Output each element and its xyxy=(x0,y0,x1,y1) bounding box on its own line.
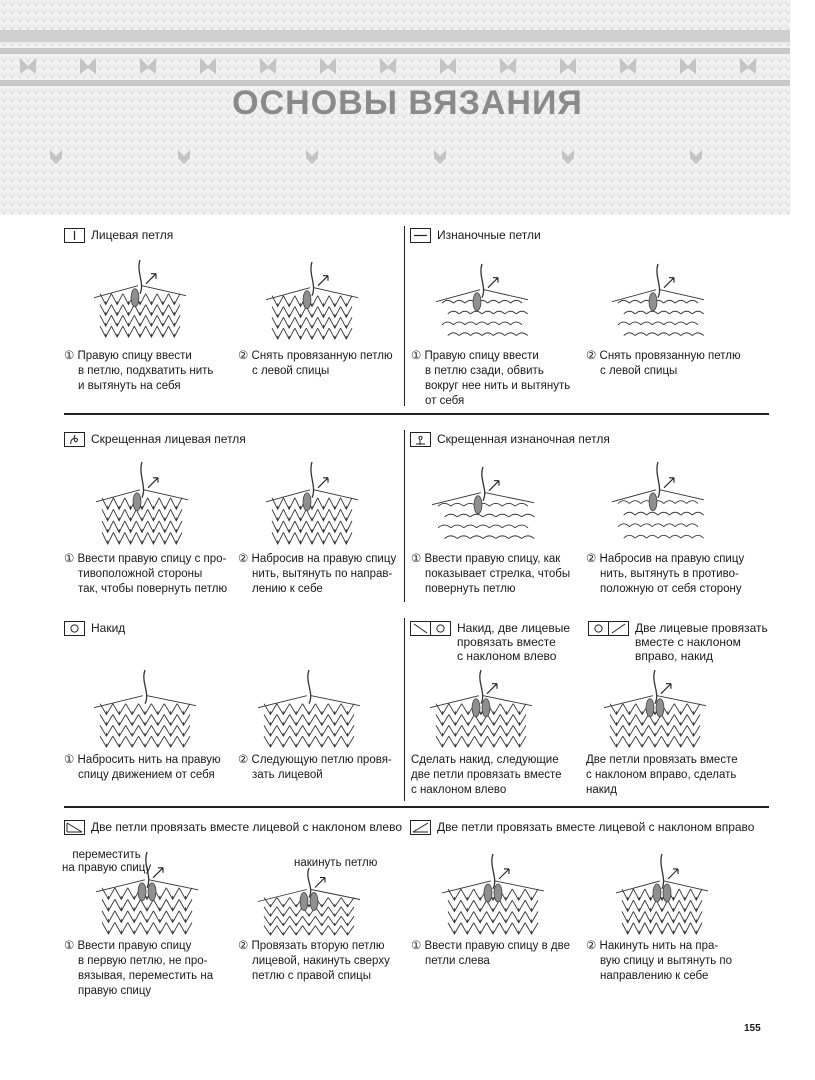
k2tog-left-step1-illustration xyxy=(92,850,202,940)
section-yo-left-header xyxy=(410,621,570,663)
k2tog-right-step2-caption: ② Накинуть нить на пра- вую спицу и вытянуть по направлению к себе xyxy=(586,940,733,982)
divider xyxy=(404,226,405,406)
right-yo-illustration xyxy=(600,668,710,753)
right-yo-caption: Две петли провязать вместе с наклоном вправо, сделать накид xyxy=(586,754,738,796)
section-title: Изнаночные петли xyxy=(437,228,541,242)
throw-loop-label: накинуть петлю xyxy=(294,857,378,869)
knit-step1-illustration xyxy=(90,258,190,343)
yo-left-caption: Сделать накид, следующие две петли провязать вместе с наклоном влево xyxy=(411,754,562,796)
purl-step2-caption: ② Снять провязанную петлю с левой спицы xyxy=(586,350,741,377)
divider xyxy=(64,806,769,808)
section-twisted-knit-header xyxy=(64,432,246,447)
section-title: Две петли провязать вместе лицевой с наклоном влево xyxy=(91,820,403,834)
knit-step2-caption: ② Снять провязанную петлю с левой спицы xyxy=(238,350,393,377)
section-k2tog-right-header xyxy=(410,820,754,835)
k2tog-right-symbol-icon xyxy=(410,820,431,835)
twisted-purl-symbol-icon xyxy=(410,432,431,447)
divider xyxy=(64,413,769,415)
purl-step2-illustration xyxy=(608,262,708,347)
section-twisted-purl-header xyxy=(410,432,610,447)
page-title: ОСНОВЫ ВЯЗАНИЯ xyxy=(232,84,583,122)
k2tog-right-yo-symbol-icon xyxy=(588,621,629,636)
section-knit-header xyxy=(64,228,173,243)
section-right-yo-header xyxy=(588,621,768,663)
twisted-knit-step2-caption: ② Набросив на правую спицу нить, вытянуть по направ- лению к себе xyxy=(238,553,397,595)
k2tog-left-symbol-icon xyxy=(64,820,85,835)
twisted-knit-step2-illustration xyxy=(262,460,362,550)
yo-k2tog-left-symbol-icon xyxy=(410,621,451,636)
yo-left-illustration xyxy=(426,668,536,753)
divider xyxy=(404,618,405,801)
purl-step1-illustration xyxy=(432,262,532,347)
yarn-over-symbol-icon xyxy=(64,621,85,636)
section-title: Две петли провязать вместе лицевой с наклоном вправо xyxy=(437,820,755,834)
twisted-knit-symbol-icon xyxy=(64,432,85,447)
move-to-right-needle-label: переместить на правую спицу xyxy=(62,849,152,874)
twisted-purl-step2-caption: ② Набросив на правую спицу нить, вытянуть в противо- положную от себя сторону xyxy=(586,553,745,595)
twisted-knit-step1-caption: ① Ввести правую спицу с про- тивоположной стороны так, чтобы повернуть петлю xyxy=(64,553,228,595)
section-title: Лицевая петля xyxy=(91,228,174,242)
k2tog-left-step1-caption: ① Ввести правую спицу в первую петлю, не про- вязывая, переместить на правую спицу xyxy=(64,940,214,997)
page-number: 155 xyxy=(744,1023,761,1034)
section-title: Накид, две лицевые провязать вместе с наклоном влево xyxy=(457,621,571,663)
purl-symbol-icon xyxy=(410,228,431,243)
knit-symbol-icon xyxy=(64,228,85,243)
twisted-purl-step2-illustration xyxy=(608,460,708,550)
purl-step1-caption: ① Правую спицу ввести в петлю сзади, обвить вокруг нее нить и вытянуть от себя xyxy=(411,350,571,407)
yarn-over-step2-caption: ② Следующую петлю провя- зать лицевой xyxy=(238,754,392,781)
k2tog-right-step1-illustration xyxy=(438,852,548,940)
k2tog-right-step1-caption: ① Ввести правую спицу в две петли слева xyxy=(411,940,570,967)
twisted-purl-step1-caption: ① Ввести правую спицу, как показывает стрелка, чтобы повернуть петлю xyxy=(411,553,571,595)
section-title: Скрещенная лицевая петля xyxy=(91,432,246,446)
section-title: Скрещенная изнаночная петля xyxy=(437,432,610,446)
section-k2tog-left-header xyxy=(64,820,402,835)
section-purl-header xyxy=(410,228,541,243)
k2tog-left-step2-caption: ② Провязать вторую петлю лицевой, накинуть сверху петлю с правой спицы xyxy=(238,940,390,982)
yarn-over-step1-illustration xyxy=(90,668,200,753)
k2tog-left-step2-illustration xyxy=(254,866,364,941)
k2tog-right-step2-illustration xyxy=(612,852,712,940)
yarn-over-step1-caption: ① Набросить нить на правую спицу движением от себя xyxy=(64,754,221,781)
yarn-over-step2-illustration xyxy=(254,668,364,753)
twisted-purl-step1-illustration xyxy=(428,465,538,550)
section-title: Две лицевые провязать вместе с наклоном вправо, накид xyxy=(635,621,768,663)
knit-step2-illustration xyxy=(262,260,362,345)
divider xyxy=(404,430,405,602)
twisted-knit-step1-illustration xyxy=(92,460,192,550)
knit-step1-caption: ① Правую спицу ввести в петлю, подхватить нить и вытянуть на себя xyxy=(64,350,214,392)
section-title: Накид xyxy=(91,621,126,635)
section-yarn-over-header xyxy=(64,621,125,636)
